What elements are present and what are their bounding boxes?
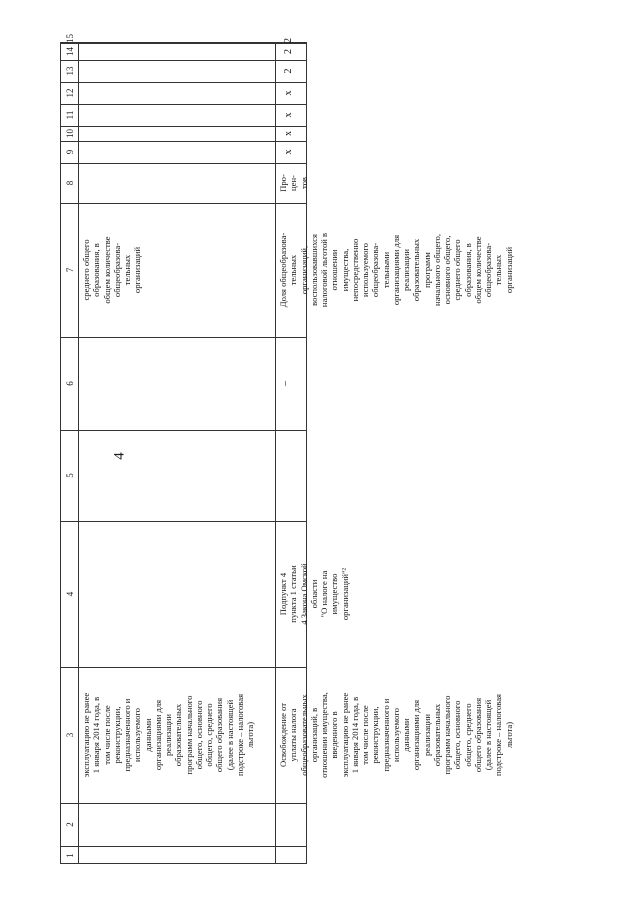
column-separator [61,141,306,142]
column-number-6: 6 [64,381,75,386]
header-row-separator [78,43,79,863]
column-number-11: 11 [64,110,75,120]
row-separator [275,43,276,863]
column-separator [61,337,306,338]
table-cell-row1-col7: среднего общего образования, в общем количестве общеобразова- тельных организаций [81,236,143,304]
table-cell-row2-col15: 2 [283,38,294,43]
column-number-1: 1 [64,853,75,858]
column-separator [61,803,306,804]
column-number-8: 8 [64,180,75,186]
column-number-13: 13 [64,66,75,76]
column-number-10: 10 [64,129,75,138]
column-number-14: 14 [64,47,75,56]
table-cell-row2-col9: x [283,149,294,155]
table-cell-row2-col12: x [283,90,294,96]
column-number-2: 2 [64,822,75,827]
table-cell-row2-col10: x [283,131,294,136]
table-cell-row2-col14: 2 [283,49,294,54]
column-separator [61,430,306,431]
column-number-4: 4 [64,591,75,597]
column-number-9: 9 [64,149,75,155]
column-number-7: 7 [64,267,75,273]
column-separator [61,104,306,105]
table-cell-row2-col3: Освобождение от уплаты налога общеобразовательных организаций, в отношении имущества, введенного в эксплуатацию не ранее 1 января 2014 года, в том числе после реконструкции, предназначенного и используемого данными организациями для реализации образовательных программ начального общего, основного общего, среднего общего образования (далее в настоящей подстроке – налоговая льгота) [278,692,514,778]
data-table [60,34,514,864]
page-number: 4 [111,452,128,460]
table-cell-row2-col11: x [283,112,294,118]
column-separator [61,126,306,127]
column-number-15: 15 [64,34,75,43]
column-separator [61,60,306,61]
column-separator [61,846,306,847]
column-separator [61,163,306,164]
column-separator [61,43,306,44]
column-number-12: 12 [64,88,75,98]
table-cell-row2-col6: – [280,381,291,386]
table-cell-row1-col3: эксплуатацию не ранее 1 января 2014 года, в том числе после реконструкции, предназначенного и используемого данными организациями для реализации образовательных программ начального общего, основного общего, среднего общего образования (далее в настоящей подстроке – налоговая льгота) [81,692,255,778]
column-separator [61,521,306,522]
column-separator [61,82,306,83]
table-cell-row2-col8: Про- цен- тов [278,174,309,192]
table-cell-row2-col4: Подпункт 4 пункта 1 статьи 4 Закона Омской области "О налоге на имущество организаций"² [278,563,350,625]
column-number-5: 5 [64,473,75,478]
table-cell-row2-col7: Доля общеобразова- тельных организаций, воспользовавшихся налоговой льготой в отношении имущества, непосредственно используемого общеобразова- тельными организациями для реализации образовательных программ начального общего, основного общего, среднего общего образования, в общем количестве общеобразова- тельных организаций [278,232,514,308]
table-cell-row2-col13: 2 [283,68,294,74]
column-number-3: 3 [64,732,75,738]
